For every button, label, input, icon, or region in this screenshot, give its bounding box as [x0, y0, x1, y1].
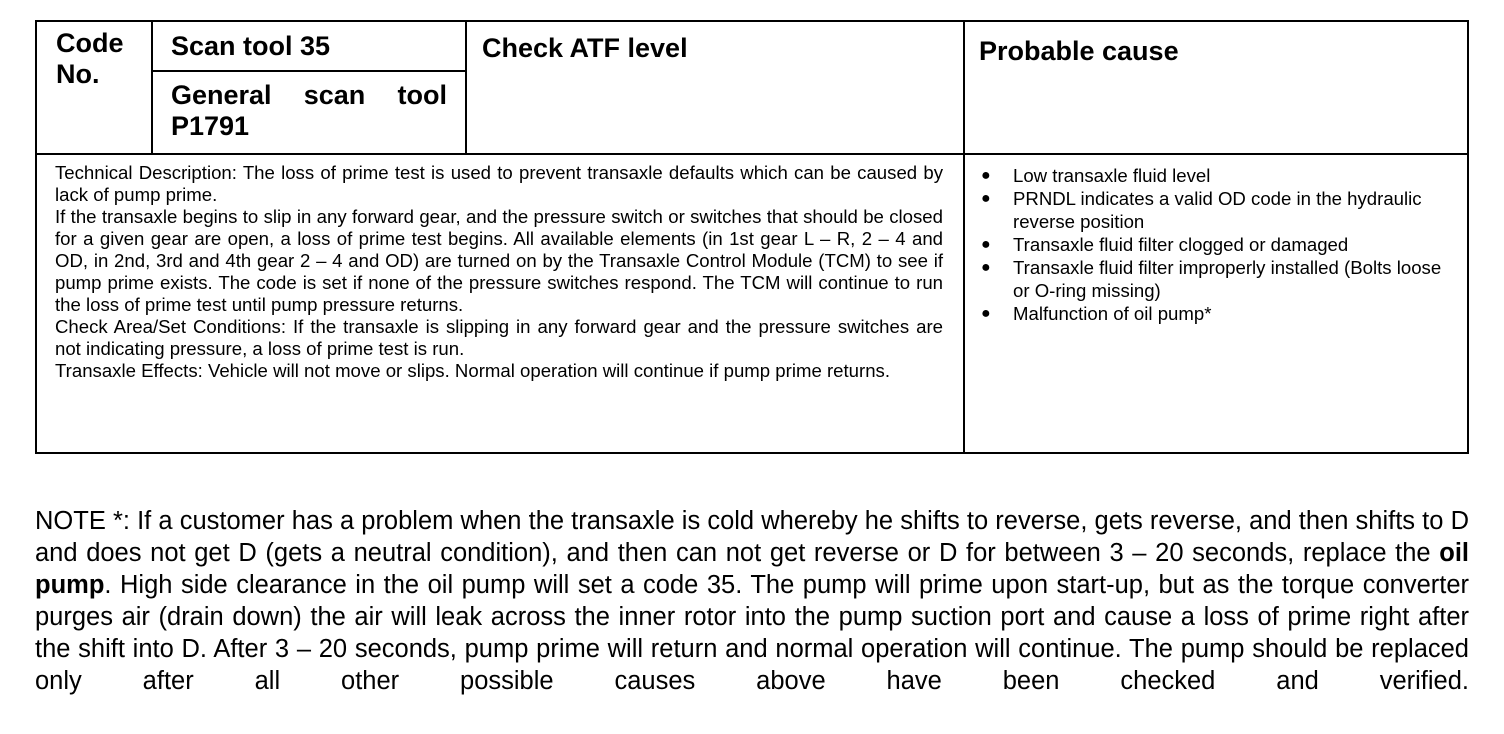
note-bold-oil-pump: oil pump	[35, 539, 1469, 599]
check-area-text: Check Area/Set Conditions: If the transaxle is slipping in any forward gear and the pressure switches are not indicating pressure, a loss of prime test is run.	[55, 316, 943, 359]
technical-description	[55, 162, 943, 382]
bullet-icon: ●	[981, 259, 991, 276]
bullet-icon: ●	[981, 190, 991, 207]
cause-text: Malfunction of oil pump*	[1013, 303, 1212, 324]
list-item	[981, 302, 1459, 325]
bullet-icon: ●	[981, 167, 991, 184]
list-item	[981, 233, 1459, 256]
probable-causes-list	[981, 164, 1459, 325]
bullet-icon: ●	[981, 236, 991, 253]
transaxle-effects-text: Transaxle Effects: Vehicle will not move or slips. Normal operation will continue if pump prime returns.	[55, 360, 891, 381]
cause-text: Transaxle fluid filter improperly installed (Bolts loose or O-ring missing)	[1013, 257, 1442, 301]
header-divider-2	[465, 22, 467, 153]
bullet-icon: ●	[981, 305, 991, 322]
diagnostic-table	[35, 20, 1469, 454]
cause-text: PRNDL indicates a valid OD code in the hydraulic reverse position	[1013, 188, 1422, 232]
list-item	[981, 256, 1459, 302]
cause-text: Low transaxle fluid level	[1013, 165, 1211, 186]
list-item	[981, 164, 1459, 187]
list-item	[981, 187, 1459, 233]
column-divider	[963, 22, 965, 452]
note-paragraph	[35, 505, 1469, 697]
cause-text: Transaxle fluid filter clogged or damaged	[1013, 234, 1349, 255]
header-divider-1	[151, 22, 153, 153]
general-scan-tool-code: P1791	[171, 111, 250, 141]
probable-cause-header: Probable cause	[979, 36, 1179, 66]
code-no-header: Code No.	[56, 28, 124, 89]
general-scan-tool-header: General scan tool	[171, 80, 447, 110]
slip-description-text: If the transaxle begins to slip in any forward gear, and the pressure switch or switches that should be closed for a given gear are open, a loss of prime test begins. All available elements (in 1st gear L – R, 2 – 4 and OD, in 2nd, 3rd and 4th gear 2 – 4 and OD) are turned on by the Transaxle Control Module (TCM) to see if pump prime exists. The code is set if none of the pressure switches respond. The TCM will continue to run the loss of prime test until pump pressure returns.	[55, 206, 943, 315]
scan-tool-divider	[151, 70, 467, 72]
note-text-start: NOTE *: If a customer has a problem when the transaxle is cold whereby he shifts to reverse, gets reverse, and then shifts to D and does not get D (gets a neutral condition), and then can not get reverse or D for between 3 – 20 seconds, replace the	[35, 507, 1469, 567]
scan-tool-35-header: Scan tool 35	[171, 31, 331, 61]
note-text-end: . High side clearance in the oil pump will set a code 35. The pump will prime upon start-up, but as the torque converter purges air (drain down) the air will leak across the inner rotor into the pump suction port and cause a loss of prime right after the shift into D. After 3 – 20 seconds, pump prime will return and normal operation will continue. The pump should be replaced only after all other possible causes above have been checked and verified.	[35, 571, 1469, 695]
technical-description-text: Technical Description: The loss of prime test is used to prevent transaxle defaults which can be caused by lack of pump prime.	[55, 162, 943, 205]
check-atf-header: Check ATF level	[482, 33, 688, 63]
